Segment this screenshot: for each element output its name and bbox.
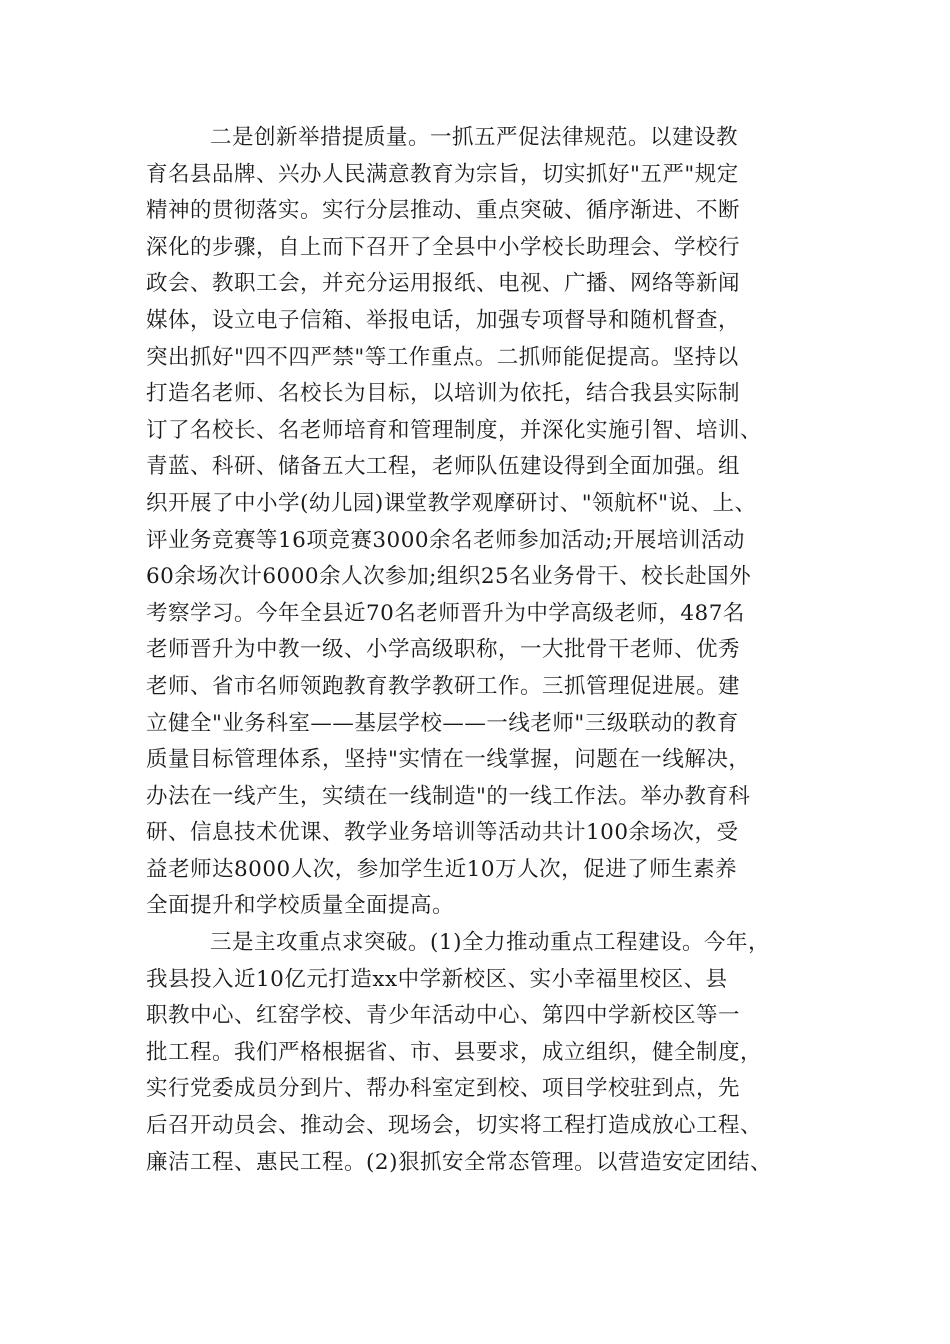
text-line: 老师晋升为中教一级、小学高级职称，一大批骨干老师、优秀 (146, 637, 741, 663)
text-line: 全面提升和学校质量全面提高。 (146, 893, 455, 919)
text-line: 打造名老师、名校长为目标，以培训为依托，结合我县实际制 (146, 381, 741, 407)
paragraph (146, 925, 836, 1181)
text-line: 三是主攻重点求突破。(1)全力推动重点工程建设。今年， (210, 930, 770, 956)
text-line: 二是创新举措提质量。一抓五严促法律规范。以建设教 (210, 125, 739, 150)
text-line: 精神的贯彻落实。实行分层推动、重点突破、循序渐进、不断 (146, 198, 741, 224)
text-line: 突出抓好"四不四严禁"等工作重点。二抓师能促提高。坚持以 (146, 344, 739, 370)
text-line: 订了名校长、名老师培育和管理制度，并深化实施引智、培训、 (146, 417, 763, 443)
paragraph (146, 120, 836, 925)
text-line: 后召开动员会、推动会、现场会，切实将工程打造成放心工程、 (146, 1113, 763, 1139)
text-line: 批工程。我们严格根据省、市、县要求，成立组织，健全制度， (146, 1039, 763, 1065)
text-line: 实行党委成员分到片、帮办科室定到校、项目学校驻到点，先 (146, 1076, 741, 1102)
text-line: 深化的步骤，自上而下召开了全县中小学校长助理会、学校行 (146, 234, 741, 260)
text-line: 织开展了中小学(幼儿园)课堂教学观摩研讨、"领航杯"说、上、 (146, 490, 757, 516)
text-line: 益老师达8000人次，参加学生近10万人次，促进了师生素养 (146, 856, 738, 882)
text-line: 考察学习。今年全县近70名老师晋升为中学高级老师，487名 (146, 600, 745, 626)
text-line: 我县投入近10亿元打造xx中学新校区、实小幸福里校区、县 (146, 966, 728, 992)
text-line: 育名县品牌、兴办人民满意教育为宗旨，切实抓好"五严"规定 (146, 161, 739, 187)
text-line: 职教中心、红窑学校、青少年活动中心、第四中学新校区等一 (146, 1003, 741, 1029)
text-line: 60余场次计6000余人次参加;组织25名业务骨干、校长赴国外 (146, 564, 752, 590)
text-line: 立健全"业务科室——基层学校——一线老师"三级联动的教育 (146, 710, 739, 736)
text-line: 质量目标管理体系，坚持"实情在一线掌握，问题在一线解决， (146, 747, 751, 773)
text-line: 办法在一线产生，实绩在一线制造"的一线工作法。举办教育科 (146, 783, 751, 809)
text-line: 老师、省市名师领跑教育教学教研工作。三抓管理促进展。建 (146, 673, 741, 699)
body-text (146, 120, 836, 1181)
text-line: 评业务竞赛等16项竞赛3000余名老师参加活动;开展培训活动 (146, 527, 745, 553)
text-line: 媒体，设立电子信箱、举报电话，加强专项督导和随机督查， (146, 307, 741, 333)
text-line: 廉洁工程、惠民工程。(2)狠抓安全常态管理。以营造安定团结、 (146, 1149, 772, 1175)
text-line: 青蓝、科研、储备五大工程，老师队伍建设得到全面加强。组 (146, 454, 741, 480)
text-line: 研、信息技术优课、教学业务培训等活动共计100余场次，受 (146, 820, 739, 846)
text-line: 政会、教职工会，并充分运用报纸、电视、广播、网络等新闻 (146, 271, 741, 297)
